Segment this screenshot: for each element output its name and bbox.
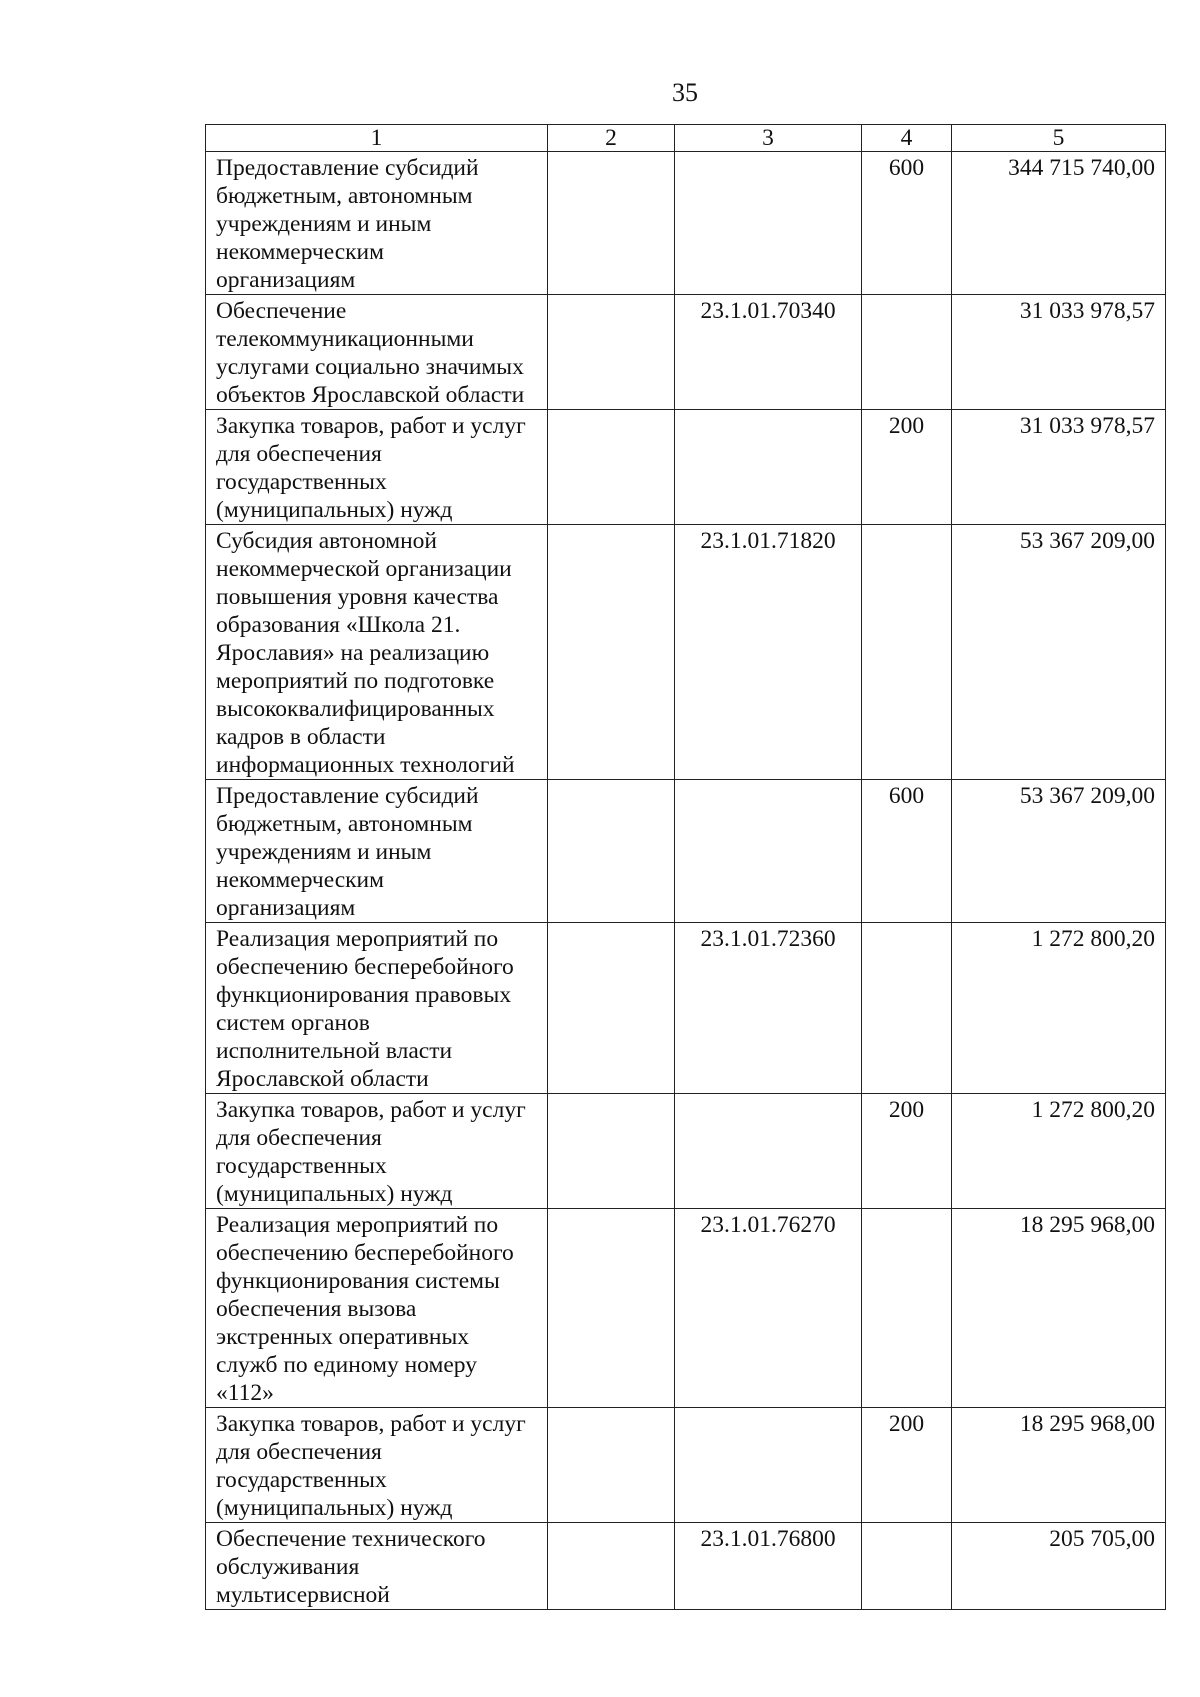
- page-number: 35: [672, 78, 698, 107]
- row-col2-cell: [548, 1209, 675, 1408]
- row-code-cell: [675, 1094, 862, 1209]
- row-name-cell: Предоставление субсидий бюджетным, автономным учреждениям и иным некоммерческим организациям: [206, 780, 548, 923]
- row-type-cell: 600: [862, 780, 952, 923]
- row-name-cell: Закупка товаров, работ и услуг для обеспечения государственных (муниципальных) нужд: [206, 1094, 548, 1209]
- row-type-cell: 200: [862, 1408, 952, 1523]
- row-code-cell: 23.1.01.76270: [675, 1209, 862, 1408]
- row-amount-cell: 18 295 968,00: [952, 1209, 1166, 1408]
- row-name-cell: Обеспечение технического обслуживания мультисервисной: [206, 1523, 548, 1610]
- table-row: [206, 780, 1166, 923]
- row-code-cell: 23.1.01.71820: [675, 525, 862, 780]
- table-row: [206, 1209, 1166, 1408]
- row-code-cell: 23.1.01.72360: [675, 923, 862, 1094]
- row-col2-cell: [548, 295, 675, 410]
- column-header-4: 4: [862, 125, 952, 152]
- row-type-cell: [862, 295, 952, 410]
- table-row: [206, 410, 1166, 525]
- row-type-cell: [862, 923, 952, 1094]
- row-name-cell: Реализация мероприятий по обеспечению бесперебойного функционирования правовых систем органов исполнительной власти Ярославской области: [206, 923, 548, 1094]
- row-amount-cell: 31 033 978,57: [952, 410, 1166, 525]
- row-col2-cell: [548, 525, 675, 780]
- table-row: [206, 295, 1166, 410]
- column-header-2: 2: [548, 125, 675, 152]
- table-row: [206, 1408, 1166, 1523]
- row-amount-cell: 1 272 800,20: [952, 923, 1166, 1094]
- table-row: [206, 923, 1166, 1094]
- row-name-cell: Закупка товаров, работ и услуг для обеспечения государственных (муниципальных) нужд: [206, 1408, 548, 1523]
- row-type-cell: 200: [862, 410, 952, 525]
- table-row: [206, 525, 1166, 780]
- row-name-cell: Реализация мероприятий по обеспечению бесперебойного функционирования системы обеспечения вызова экстренных оперативных служб по единому номеру «112»: [206, 1209, 548, 1408]
- row-amount-cell: 53 367 209,00: [952, 525, 1166, 780]
- budget-table: [205, 124, 1166, 1610]
- row-code-cell: [675, 152, 862, 295]
- column-header-5: 5: [952, 125, 1166, 152]
- row-name-cell: Предоставление субсидий бюджетным, автономным учреждениям и иным некоммерческим организациям: [206, 152, 548, 295]
- column-header-3: 3: [675, 125, 862, 152]
- table-row: [206, 1523, 1166, 1610]
- row-type-cell: 600: [862, 152, 952, 295]
- row-amount-cell: 31 033 978,57: [952, 295, 1166, 410]
- row-col2-cell: [548, 410, 675, 525]
- row-col2-cell: [548, 1408, 675, 1523]
- row-type-cell: [862, 525, 952, 780]
- row-code-cell: [675, 410, 862, 525]
- row-type-cell: [862, 1523, 952, 1610]
- table-row: [206, 152, 1166, 295]
- row-col2-cell: [548, 152, 675, 295]
- table-header-row: [206, 125, 1166, 152]
- row-type-cell: 200: [862, 1094, 952, 1209]
- row-code-cell: [675, 780, 862, 923]
- row-col2-cell: [548, 1523, 675, 1610]
- row-amount-cell: 344 715 740,00: [952, 152, 1166, 295]
- column-header-1: 1: [206, 125, 548, 152]
- row-code-cell: 23.1.01.76800: [675, 1523, 862, 1610]
- row-name-cell: Субсидия автономной некоммерческой организации повышения уровня качества образования «Школа 21. Ярославия» на реализацию мероприятий по подготовке высококвалифицированных кадров в области информационных технологий: [206, 525, 548, 780]
- table-row: [206, 1094, 1166, 1209]
- row-name-cell: Закупка товаров, работ и услуг для обеспечения государственных (муниципальных) нужд: [206, 410, 548, 525]
- row-amount-cell: 1 272 800,20: [952, 1094, 1166, 1209]
- row-col2-cell: [548, 923, 675, 1094]
- row-code-cell: 23.1.01.70340: [675, 295, 862, 410]
- row-code-cell: [675, 1408, 862, 1523]
- row-amount-cell: 205 705,00: [952, 1523, 1166, 1610]
- row-col2-cell: [548, 780, 675, 923]
- row-amount-cell: 53 367 209,00: [952, 780, 1166, 923]
- row-type-cell: [862, 1209, 952, 1408]
- row-amount-cell: 18 295 968,00: [952, 1408, 1166, 1523]
- row-col2-cell: [548, 1094, 675, 1209]
- row-name-cell: Обеспечение телекоммуникационными услугами социально значимых объектов Ярославской области: [206, 295, 548, 410]
